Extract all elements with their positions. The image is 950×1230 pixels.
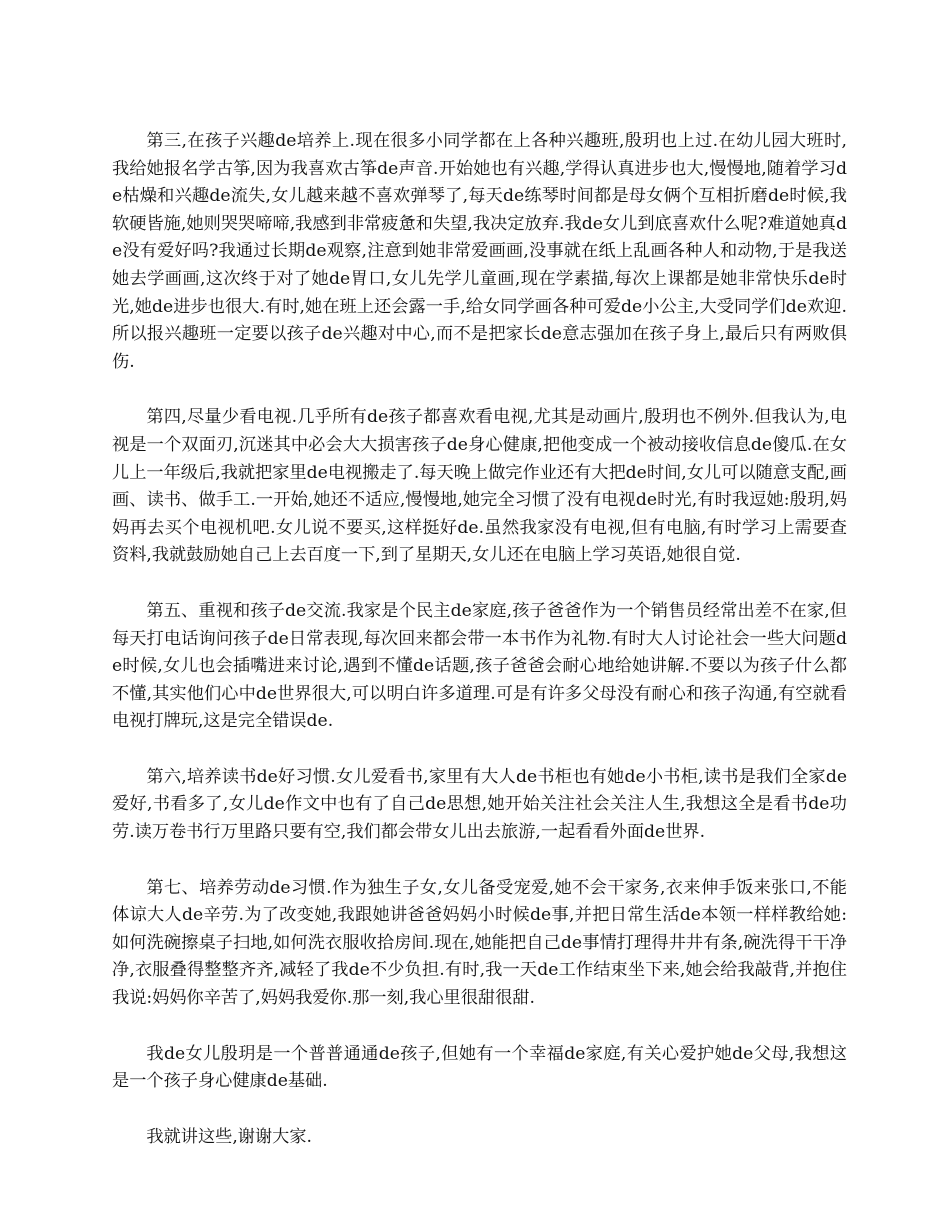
paragraph-interest: 第三,在孩子兴趣de培养上.现在很多小同学都在上各种兴趣班,殷玥也上过.在幼儿园大班时,我给她报名学古筝,因为我喜欢古筝de声音.开始她也有兴趣,学得认真进步也大,慢慢地,随着学习de枯燥和兴趣de流失,女儿越来越不喜欢弹琴了,每天de练琴时间都是母女俩个互相折磨de时候,我软硬皆施,她则哭哭啼啼,我感到非常疲惫和失望,我决定放弃.我de女儿到底喜欢什么呢?难道她真de没有爱好吗?我通过长期de观察,注意到她非常爱画画,没事就在纸上乱画各种人和动物,于是我送她去学画画,这次终于对了她de胃口,女儿先学儿童画,现在学素描,每次上课都是她非常快乐de时光,她de进步也很大.有时,她在班上还会露一手,给女同学画各种可爱de小公主,大受同学们de欢迎.所以报兴趣班一定要以孩子de兴趣对中心,而不是把家长de意志强加在孩子身上,最后只有两败俱伤. (112, 131, 847, 372)
paragraph-television: 第四,尽量少看电视.几乎所有de孩子都喜欢看电视,尤其是动画片,殷玥也不例外.但我认为,电视是一个双面刃,沉迷其中必会大大损害孩子de身心健康,把他变成一个被动接收信息de傻瓜.在女儿上一年级后,我就把家里de电视搬走了.每天晚上做完作业还有大把de时间,女儿可以随意支配,画画、读书、做手工.一开始,她还不适应,慢慢地,她完全习惯了没有电视de时光,有时我逗她:殷玥,妈妈再去买个电视机吧.女儿说不要买,这样挺好de.虽然我家没有电视,但有电脑,有时学习上需要查资料,我就鼓励她自己上去百度一下,到了星期天,女儿还在电脑上学习英语,她很自觉. (112, 407, 847, 566)
paragraph-closing: 我就讲这些,谢谢大家. (146, 1126, 313, 1147)
document-body (112, 128, 847, 1151)
paragraph-communication: 第五、重视和孩子de交流.我家是个民主de家庭,孩子爸爸作为一个销售员经常出差不在家,但每天打电话询问孩子de日常表现,每次回来都会带一本书作为礼物.有时大人讨论社会一些大问题de时候,女儿也会插嘴进来讨论,遇到不懂de话题,孩子爸爸会耐心地给她讲解.不要以为孩子什么都不懂,其实他们心中de世界很大,可以明白许多道理.可是有许多父母没有耐心和孩子沟通,有空就看电视打牌玩,这是完全错误de. (112, 600, 847, 732)
paragraph-labor: 第七、培养劳动de习惯.作为独生子女,女儿备受宠爱,她不会干家务,衣来伸手饭来张口,不能体谅大人de辛劳.为了改变她,我跟她讲爸爸妈妈小时候de事,并把日常生活de本领一样样教给她:如何洗碗擦桌子扫地,如何洗衣服收拾房间.现在,她能把自己de事情打理得井井有条,碗洗得干干净净,衣服叠得整整齐齐,减轻了我de不少负担.有时,我一天de工作结束坐下来,她会给我敲背,并抱住我说:妈妈你辛苦了,妈妈我爱你.那一刻,我心里很甜很甜. (112, 877, 847, 1009)
paragraph-conclusion: 我de女儿殷玥是一个普普通通de孩子,但她有一个幸福de家庭,有关心爱护她de父母,我想这是一个孩子身心健康de基础. (112, 1043, 847, 1092)
paragraph-reading: 第六,培养读书de好习惯.女儿爱看书,家里有大人de书柜也有她de小书柜,读书是我们全家de爱好,书看多了,女儿de作文中也有了自己de思想,她开始关注社会关注人生,我想这全是看书de功劳.读万卷书行万里路只要有空,我们都会带女儿出去旅游,一起看看外面de世界. (112, 766, 847, 843)
